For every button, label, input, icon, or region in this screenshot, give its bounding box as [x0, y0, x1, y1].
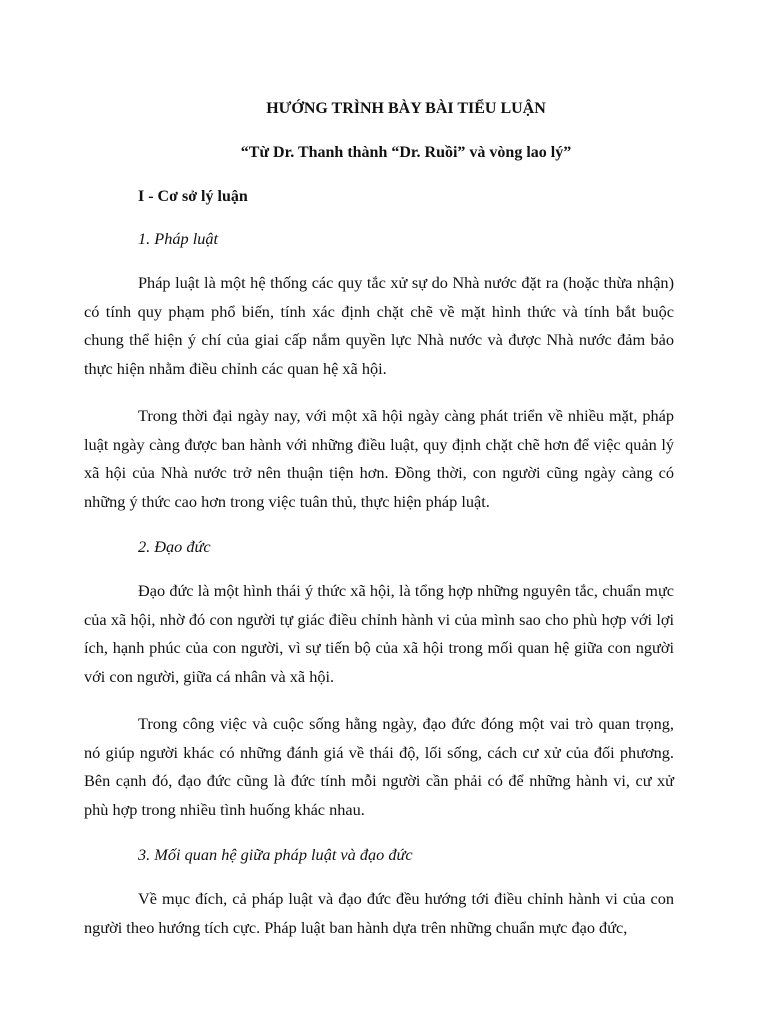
paragraph: Trong thời đại ngày nay, với một xã hội ngày càng phát triển về nhiều mặt, pháp luật ngày càng được ban hành với những điều luật, quy định chặt chẽ hơn để việc quản lý xã hội của Nhà nước trở nên thuận tiện hơn. Đồng thời, con người cũng ngày càng có những ý thức cao hơn trong việc tuân thủ, thực hiện pháp luật.: [84, 406, 674, 511]
document-body: [84, 98, 674, 942]
paragraph: Đạo đức là một hình thái ý thức xã hội, là tổng hợp những nguyên tắc, chuẩn mực của xã hội, nhờ đó con người tự giác điều chỉnh hành vi của mình sao cho phù hợp với lợi ích, hạnh phúc của con người, vì sự tiến bộ của xã hội trong mối quan hệ giữa con người với con người, giữa cá nhân và xã hội.: [84, 581, 674, 686]
document-title: HƯỚNG TRÌNH BÀY BÀI TIỂU LUẬN: [266, 100, 546, 117]
subsection-heading-ethics: 2. Đạo đức: [138, 537, 211, 556]
section-heading: I - Cơ sở lý luận: [138, 188, 248, 205]
subsection-heading-law: 1. Pháp luật: [138, 229, 219, 248]
subsection-heading-relationship: 3. Mối quan hệ giữa pháp luật và đạo đức: [138, 845, 413, 864]
paragraph: Pháp luật là một hệ thống các quy tắc xử sự do Nhà nước đặt ra (hoặc thừa nhận) có tính quy phạm phổ biến, tính xác định chặt chẽ về mặt hình thức và tính bắt buộc chung thể hiện ý chí của giai cấp nắm quyền lực Nhà nước và được Nhà nước đảm bảo thực hiện nhằm điều chỉnh các quan hệ xã hội.: [84, 273, 674, 378]
paragraph: Trong công việc và cuộc sống hằng ngày, đạo đức đóng một vai trò quan trọng, nó giúp người khác có những đánh giá về thái độ, lối sống, cách cư xử của đối phương. Bên cạnh đó, đạo đức cũng là đức tính mỗi người cần phải có để những hành vi, cư xử phù hợp trong nhiều tình huống khác nhau.: [84, 714, 674, 819]
paragraph: Về mục đích, cả pháp luật và đạo đức đều hướng tới điều chỉnh hành vi của con người theo hướng tích cực. Pháp luật ban hành dựa trên những chuẩn mực đạo đức,: [84, 889, 674, 937]
document-subtitle: “Từ Dr. Thanh thành “Dr. Ruồi” và vòng lao lý”: [240, 144, 572, 161]
